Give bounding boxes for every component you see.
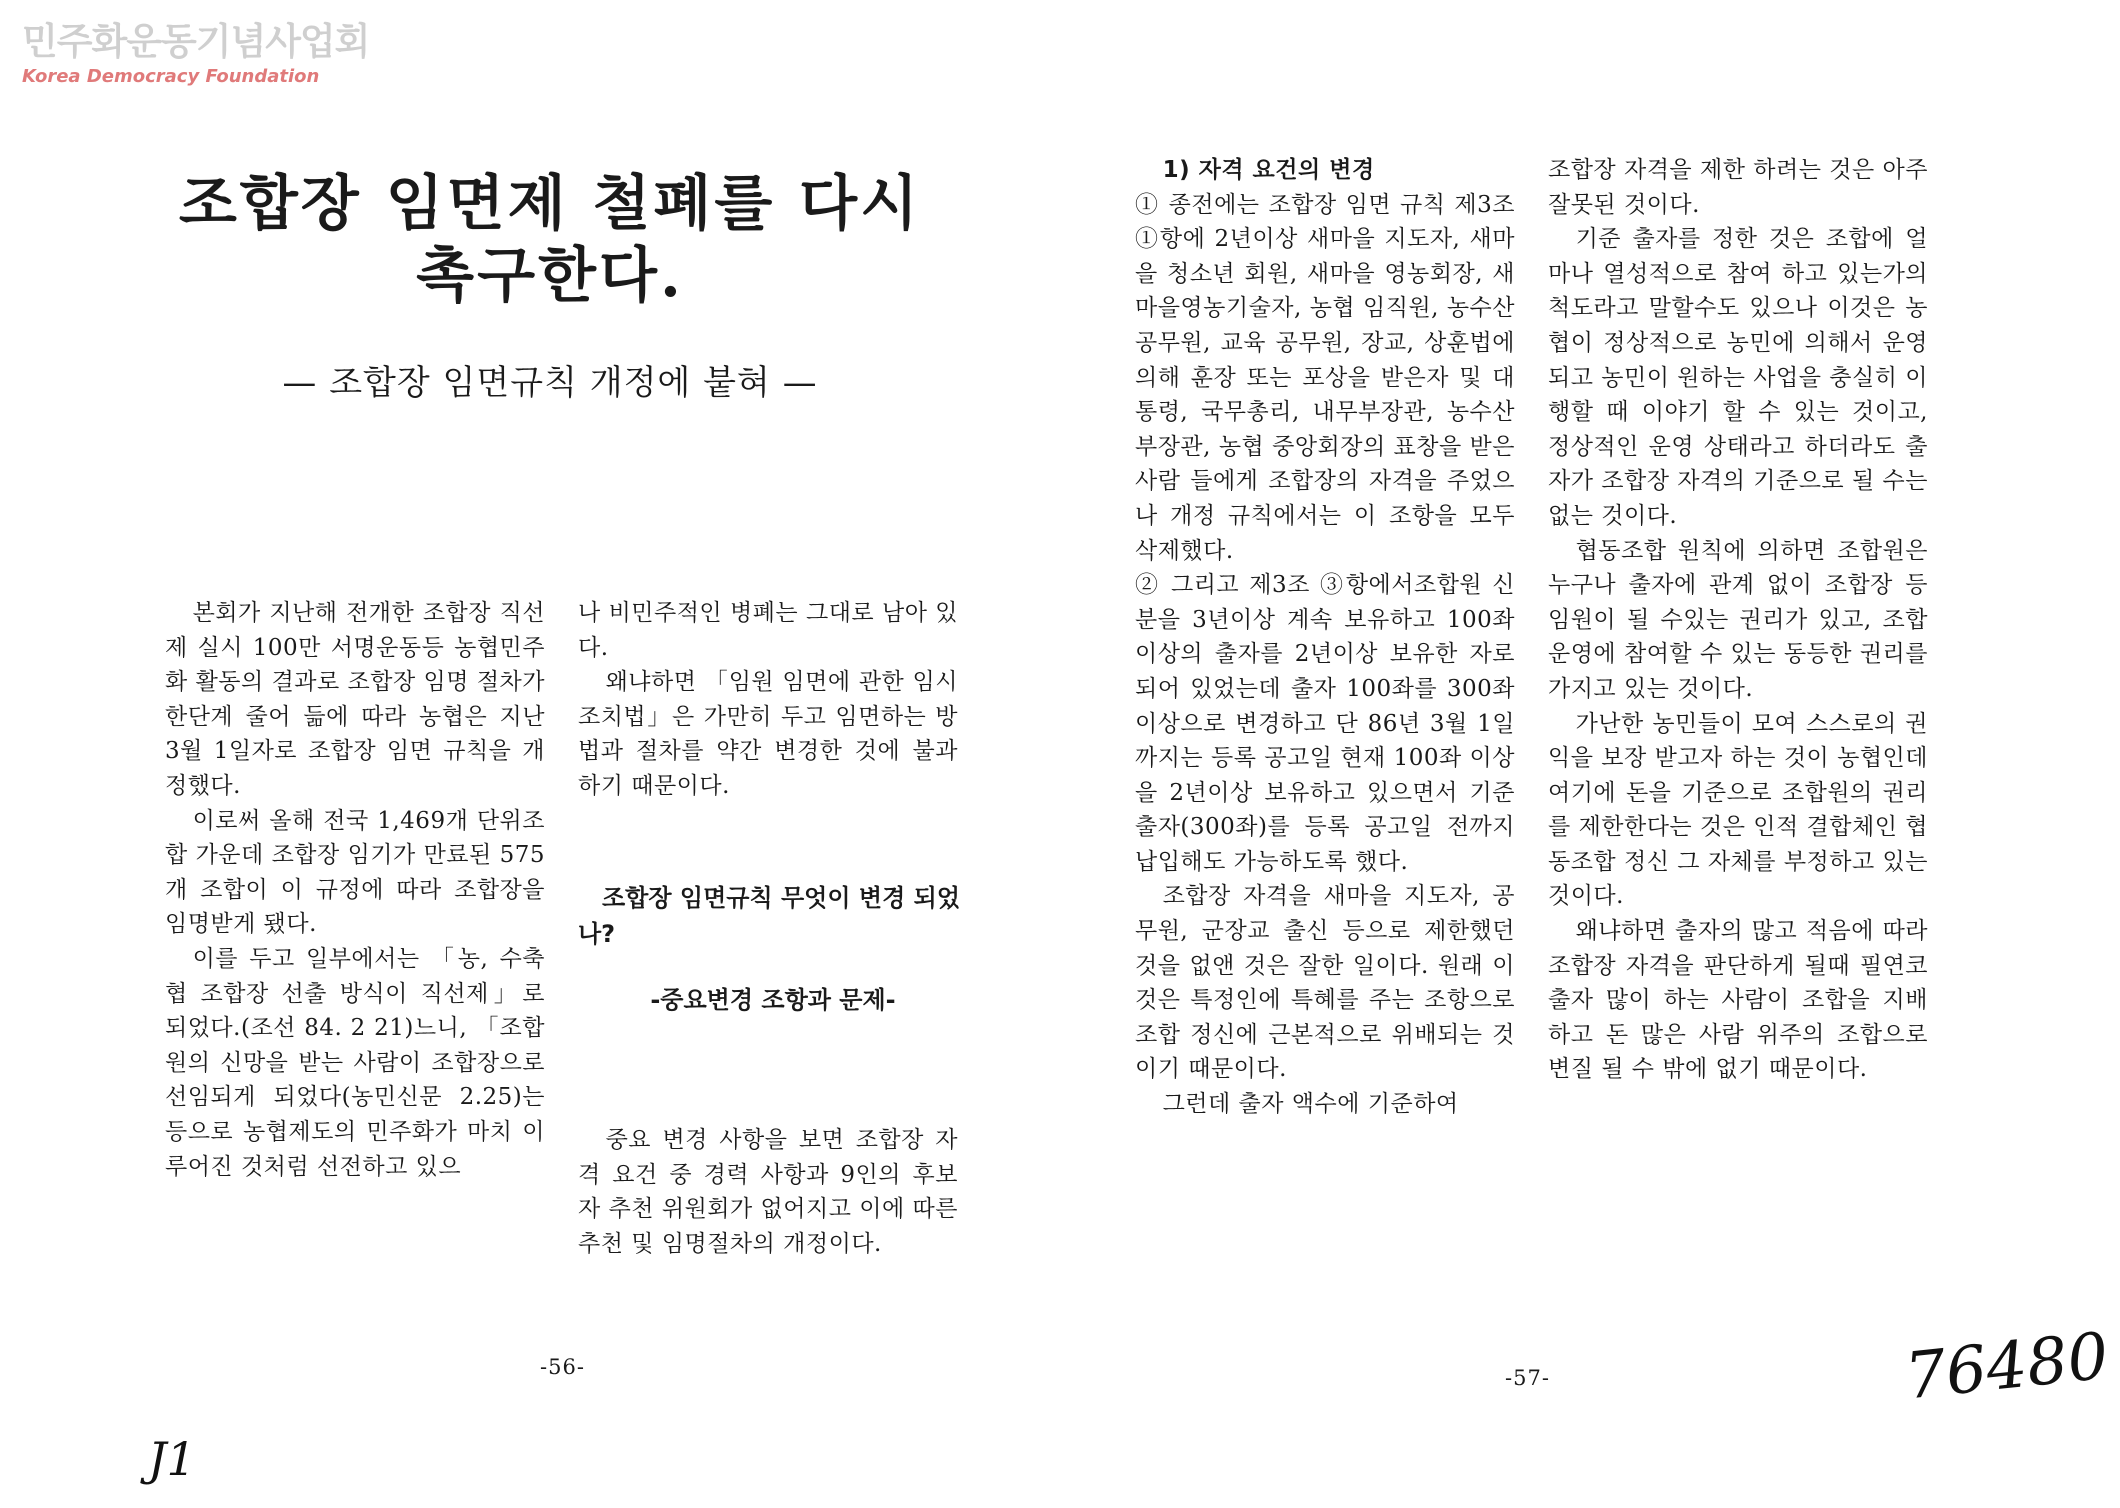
watermark-korean: 민주화운동기념사업회 bbox=[22, 20, 370, 63]
page57-column-1 bbox=[1135, 153, 1515, 1122]
handwritten-mark: J1 bbox=[148, 1432, 196, 1486]
paragraph: 왜냐하면 출자의 많고 적음에 따라 조합장 자격을 판단하게 될때 필연코 출자 많이 하는 사람이 조합을 지배 하고 돈 많은 사람 위주의 조합으로 변질 될 수 밖에 없기 때문이다. bbox=[1548, 918, 1928, 1083]
watermark-logo bbox=[22, 20, 369, 88]
watermark-english: Korea Democracy Foundation bbox=[22, 66, 320, 87]
title-line-1: 조합장 임면제 철폐를 다시 bbox=[178, 169, 922, 239]
page-number-56: -56- bbox=[540, 1355, 585, 1379]
paragraph: 기준 출자를 정한 것은 조합에 얼마나 열성적으로 참여 하고 있는가의 척도라고 말할수도 있으나 이것은 농협이 정상적으로 농민에 의해서 운영되고 농민이 원하는 사업을 충실히 이행할 때 이야기 할 수 있는 것이고, 정상적인 운영 상태라고 하더라도 출자가 조합장 자격의 기준으로 될 수는 없는 것이다. bbox=[1548, 226, 1928, 529]
paragraph: 왜냐하면 「임원 임면에 관한 임시조치법」은 가만히 두고 임면하는 방법과 절차를 약간 변경한 것에 불과 하기 때문이다. bbox=[578, 669, 958, 799]
page57-column-2 bbox=[1548, 153, 1928, 1087]
page56-column-2-bottom bbox=[578, 1123, 958, 1261]
article-subtitle: — 조합장 임면규칙 개정에 붙혀 — bbox=[282, 363, 818, 403]
section-subheading: -중요변경 조항과 문제- bbox=[650, 986, 896, 1014]
paragraph: 조합장 자격을 제한 하려는 것은 아주 잘못된 것이다. bbox=[1548, 157, 1928, 218]
paragraph: ① 종전에는 조합장 임면 규칙 제3조 ①항에 2년이상 새마을 지도자, 새마을 청소년 회원, 새마을 영농회장, 새마을영농기술자, 농협 임직원, 농수산공무원, 교육 공무원, 장교, 상훈법에 의해 훈장 또는 포상을 받은자 및 대통령, 국무총리, 내무부장관, 농수산부장관, 농협 중앙회장의 표창을 받은 사람 들에게 조합장의 자격을 주었으나 개정 규칙에서는 이 조항을 모두 삭제했다. bbox=[1135, 191, 1515, 564]
paragraph: 이를 두고 일부에서는 「농, 수축협 조합장 선출 방식이 직선제」로 되었다.(조선 84. 2 21)느니, 「조합원의 신망을 받는 사람이 조합장으로 선임되게 되었다(농민신문 2.25)는 등으로 농협제도의 민주화가 마치 이루어진 것처럼 선전하고 있으 bbox=[165, 945, 545, 1180]
paragraph: 이로써 올해 전국 1,469개 단위조합 가운데 조합장 임기가 만료된 575개 조합이 이 규정에 따라 조합장을 임명받게 됐다. bbox=[165, 807, 545, 938]
paragraph: 가난한 농민들이 모여 스스로의 권익을 보장 받고자 하는 것이 농협인데 여기에 돈을 기준으로 조합원의 권리를 제한한다는 것은 인적 결합체인 협동조합 정신 그 자체를 부정하고 있는 것이다. bbox=[1548, 710, 1928, 910]
subsection-heading: 1) 자격 요건의 변경 bbox=[1162, 157, 1375, 183]
paragraph: 협동조합 원칙에 의하면 조합원은 누구나 출자에 관계 없이 조합장 등 임원이 될 수있는 권리가 있고, 조합 운영에 참여할 수 있는 동등한 권리를 가지고 있는 것이다. bbox=[1548, 537, 1928, 702]
paragraph: 나 비민주적인 병폐는 그대로 남아 있다. bbox=[578, 600, 958, 661]
handwritten-number: 76480 bbox=[1901, 1319, 2112, 1415]
paragraph: 본회가 지난해 전개한 조합장 직선제 실시 100만 서명운동등 농협민주화 활동의 결과로 조합장 임명 절차가 한단계 줄어 듦에 따라 농협은 지난 3월 1일자로 조합장 임면 규칙을 개정했다. bbox=[165, 600, 545, 799]
paragraph: 그런데 출자 액수에 기준하여 bbox=[1162, 1091, 1459, 1118]
article-title bbox=[150, 168, 950, 312]
paragraph: 중요 변경 사항을 보면 조합장 자격 요건 중 경력 사항과 9인의 후보자 추천 위원회가 없어지고 이에 따른 추천 및 임명절차의 개정이다. bbox=[578, 1127, 958, 1257]
title-line-2: 촉구한다. bbox=[416, 241, 684, 311]
section-heading: 조합장 임면규칙 무엇이 변경 되었나? bbox=[578, 884, 960, 948]
paragraph: ② 그리고 제3조 ③항에서조합원 신분을 3년이상 계속 보유하고 100좌 이상의 출자를 2년이상 보유한 자로 되어 있었는데 출자 100좌를 300좌 이상으로 변경하고 단 86년 3월 1일까지는 등록 공고일 현재 100좌 이상을 2년이상 보유하고 있으면서 기준 출자(300좌)를 등록 공고일 전까지 납입해도 가능하도록 했다. bbox=[1135, 572, 1515, 875]
paragraph: 조합장 자격을 새마을 지도자, 공무원, 군장교 출신 등으로 제한했던 것을 없앤 것은 잘한 일이다. 원래 이것은 특정인에 특혜를 주는 조항으로 조합 정신에 근본적으로 위배되는 것이기 때문이다. bbox=[1135, 883, 1515, 1083]
page-number-57: -57- bbox=[1505, 1366, 1550, 1390]
page56-column-2-top bbox=[578, 596, 958, 804]
page56-column-1 bbox=[165, 596, 545, 1184]
